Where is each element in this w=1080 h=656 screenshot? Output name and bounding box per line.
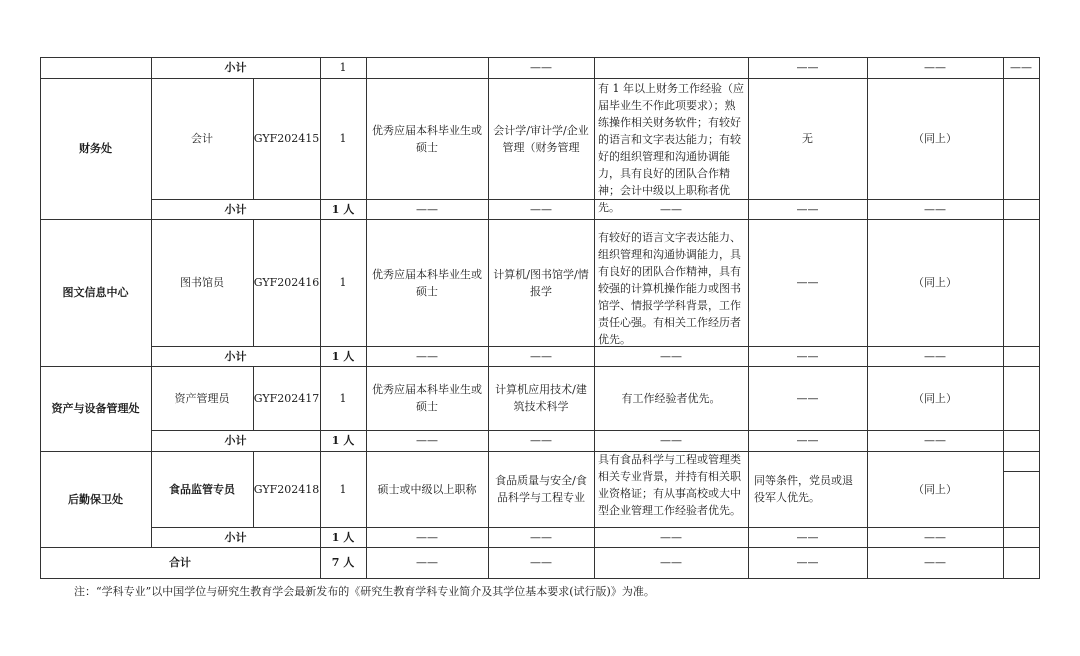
hire-count: 1 (339, 482, 347, 496)
major: 计算机应用技术/建筑技术科学 (495, 383, 587, 413)
major: 会计学/审计学/企业管理（财务管理 (493, 123, 589, 154)
subtotal-count: 1 人 (331, 434, 355, 447)
other-conditions: —— (796, 276, 819, 289)
education: 优秀应届本科毕业生或硕士 (372, 267, 482, 298)
dash-cell: —— (796, 434, 819, 447)
position-name: 食品监管专员 (169, 482, 235, 496)
dash-cell: —— (796, 556, 819, 569)
position-code: GYF202415 (253, 132, 320, 145)
dash-cell: —— (416, 556, 438, 569)
dash-cell: —— (796, 202, 819, 216)
dash-cell: —— (530, 349, 552, 363)
dept-name: 资产与设备管理处 (51, 402, 140, 415)
dash-cell: —— (924, 556, 946, 569)
dash-cell: —— (924, 61, 946, 74)
subtotal-count: 1 人 (331, 349, 355, 363)
position-code: GYF202416 (253, 276, 320, 289)
remark: （同上） (913, 482, 957, 496)
dash-cell: —— (530, 61, 552, 74)
dept-name: 财务处 (79, 142, 112, 155)
dash-cell: —— (796, 530, 819, 544)
dash-cell: —— (924, 349, 946, 363)
education: 硕士或中级以上职称 (377, 482, 477, 496)
dash-cell: —— (530, 530, 552, 544)
position-name: 会计 (191, 132, 213, 145)
subtotal-count: 1 人 (331, 530, 355, 544)
hire-count: 1 (339, 276, 347, 289)
major: 计算机/图书馆学/情报学 (493, 267, 589, 298)
requirements: 有工作经验者优先。 (621, 391, 721, 405)
dept-name: 图文信息中心 (62, 286, 129, 299)
remark: （同上） (913, 276, 957, 289)
subtotal-label: 小计 (224, 434, 247, 447)
education: 优秀应届本科毕业生或硕士 (372, 383, 482, 413)
dash-cell: —— (796, 349, 819, 363)
remark: （同上） (913, 391, 957, 405)
footnote: 注：“学科专业”以中国学位与研究生教育学会最新发布的《研究生教育学科专业简介及其学位基本要求(试行版)》为准。 (74, 585, 655, 598)
subtotal-label: 小计 (224, 349, 247, 363)
total-label: 合计 (169, 556, 191, 569)
dash-cell: —— (530, 202, 552, 216)
dash-cell: —— (416, 202, 438, 216)
requirements: 有较好的语言文字表达能力、组织管理和沟通协调能力，具有良好的团队合作精神，具有较强的计算机操作能力或图书馆学、情报学学科背景，工作责任心强。有相关工作经历者优先。 (598, 231, 741, 346)
dash-cell: —— (416, 530, 438, 544)
hire-count: 1 (339, 132, 347, 145)
dash-cell: —— (660, 434, 682, 447)
position-code: GYF202417 (253, 391, 320, 405)
major: 食品质量与安全/食品科学与工程专业 (495, 474, 587, 504)
dash-cell: —— (796, 61, 819, 74)
dash-cell: —— (1010, 61, 1032, 74)
dash-cell: —— (924, 202, 946, 216)
dash-cell: —— (924, 530, 946, 544)
dash-cell: —— (924, 434, 946, 447)
other-conditions: —— (796, 391, 819, 405)
subtotal-label: 小计 (224, 61, 247, 74)
subtotal-label: 小计 (224, 530, 247, 544)
dept-name: 后勤保卫处 (68, 492, 123, 506)
position-code: GYF202418 (253, 482, 320, 496)
position-name: 图书馆员 (180, 276, 224, 289)
dash-cell: —— (660, 530, 682, 544)
dash-cell: —— (660, 349, 682, 363)
hire-count: 1 (339, 391, 347, 405)
dash-cell: —— (660, 202, 682, 216)
education: 优秀应届本科毕业生或硕士 (372, 123, 482, 154)
dash-cell: —— (530, 556, 552, 569)
requirements: 有 1 年以上财务工作经验（应届毕业生不作此项要求）；熟练操作相关财务软件；有较好的语言和文字表达能力；有较好的组织管理和沟通协调能力，具有良好的团队合作精神；会计中级以上职称者优先。 (598, 82, 744, 214)
dash-cell: —— (660, 556, 682, 569)
other-conditions: 无 (802, 132, 813, 145)
other-conditions: 同等条件，党员或退役军人优先。 (754, 474, 853, 504)
position-name: 资产管理员 (174, 391, 230, 405)
subtotal-count: 1 人 (331, 202, 355, 216)
subtotal-label: 小计 (224, 202, 247, 216)
dash-cell: —— (416, 434, 438, 447)
total-count: 7 人 (331, 556, 355, 569)
requirements: 具有食品科学与工程或管理类相关专业背景，并持有相关职业资格证；有从事高校或大中型企业管理工作经验者优先。 (598, 453, 741, 517)
subtotal-count: 1 (339, 61, 347, 74)
remark: （同上） (913, 132, 957, 145)
dash-cell: —— (530, 434, 552, 447)
dash-cell: —— (416, 349, 438, 363)
